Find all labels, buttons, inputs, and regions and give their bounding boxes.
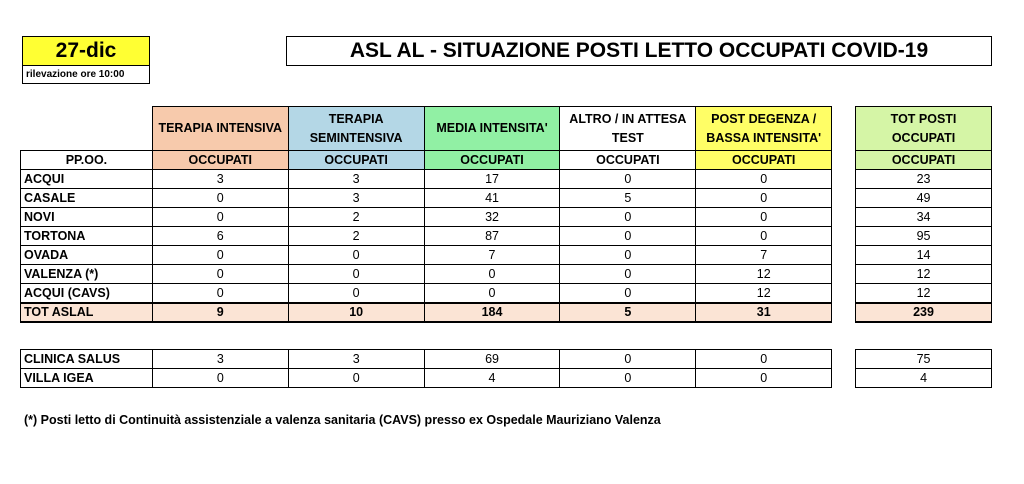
cell-tot: 75 (856, 350, 992, 369)
cell-al: 0 (560, 170, 696, 189)
hospital-name: VALENZA (*) (21, 265, 153, 284)
sub-occupati-ti: OCCUPATI (152, 151, 288, 170)
cell-ti: 3 (152, 350, 288, 369)
hospital-name: ACQUI (CAVS) (21, 284, 153, 303)
table-row (21, 170, 992, 189)
cell-ti: 0 (152, 369, 288, 388)
clinics-table (20, 349, 992, 388)
cell-mi: 87 (424, 227, 560, 246)
cell-ti: 0 (152, 284, 288, 303)
spacer (832, 227, 856, 246)
header-terapia-semintensiva: TERAPIA SEMINTENSIVA (288, 107, 424, 151)
cell-tot: 95 (856, 227, 992, 246)
footnote: (*) Posti letto di Continuità assistenziale a valenza sanitaria (CAVS) presso ex Ospedale Mauriziano Valenza (24, 413, 661, 427)
cell-mi: 7 (424, 246, 560, 265)
beds-table (20, 106, 992, 323)
cell-ti: 9 (152, 303, 288, 322)
cell-ti: 0 (152, 265, 288, 284)
spacer (832, 369, 856, 388)
header-ppoo: PP.OO. (21, 151, 153, 170)
cell-pd: 0 (696, 350, 832, 369)
spacer (832, 284, 856, 303)
hospital-name: NOVI (21, 208, 153, 227)
cell-mi: 69 (424, 350, 560, 369)
cell-mi: 41 (424, 189, 560, 208)
cell-tot: 12 (856, 265, 992, 284)
cell-ts: 2 (288, 208, 424, 227)
date-label: 27-dic (22, 36, 150, 66)
sub-occupati-ts: OCCUPATI (288, 151, 424, 170)
table-row (21, 227, 992, 246)
table-row (21, 369, 992, 388)
spacer (832, 265, 856, 284)
cell-al: 5 (560, 303, 696, 322)
cell-pd: 0 (696, 227, 832, 246)
spacer (832, 170, 856, 189)
cell-ts: 3 (288, 350, 424, 369)
header-terapia-intensiva: TERAPIA INTENSIVA (152, 107, 288, 151)
cell-pd: 12 (696, 265, 832, 284)
cell-tot: 12 (856, 284, 992, 303)
cell-pd: 7 (696, 246, 832, 265)
spacer (832, 208, 856, 227)
cell-pd: 0 (696, 170, 832, 189)
report-title: ASL AL - SITUAZIONE POSTI LETTO OCCUPATI COVID-19 (286, 36, 992, 66)
table-row (21, 208, 992, 227)
cell-tot: 4 (856, 369, 992, 388)
corner-cell (21, 107, 153, 151)
cell-ti: 3 (152, 170, 288, 189)
cell-ti: 0 (152, 189, 288, 208)
cell-mi: 32 (424, 208, 560, 227)
cell-pd: 31 (696, 303, 832, 322)
cell-tot: 23 (856, 170, 992, 189)
cell-al: 0 (560, 369, 696, 388)
cell-tot: 34 (856, 208, 992, 227)
sub-occupati-pd: OCCUPATI (696, 151, 832, 170)
sub-occupati-mi: OCCUPATI (424, 151, 560, 170)
table-row (21, 284, 992, 303)
cell-mi: 4 (424, 369, 560, 388)
cell-al: 0 (560, 208, 696, 227)
cell-ts: 0 (288, 246, 424, 265)
spacer (832, 246, 856, 265)
header-post-degenza: POST DEGENZA / BASSA INTENSITA' (696, 107, 832, 151)
hospital-name: CLINICA SALUS (21, 350, 153, 369)
spacer (832, 350, 856, 369)
cell-ts: 3 (288, 170, 424, 189)
cell-al: 0 (560, 350, 696, 369)
header-row (21, 107, 992, 151)
table-row (21, 350, 992, 369)
hospital-name: OVADA (21, 246, 153, 265)
table-row (21, 246, 992, 265)
cell-pd: 0 (696, 208, 832, 227)
header-media-intensita: MEDIA INTENSITA' (424, 107, 560, 151)
spacer (832, 189, 856, 208)
cell-al: 0 (560, 227, 696, 246)
cell-ts: 10 (288, 303, 424, 322)
hospital-name: CASALE (21, 189, 153, 208)
hospital-name: TORTONA (21, 227, 153, 246)
cell-mi: 0 (424, 265, 560, 284)
cell-pd: 0 (696, 189, 832, 208)
spacer (832, 303, 856, 322)
cell-al: 0 (560, 284, 696, 303)
spacer (832, 107, 856, 151)
survey-time-label: rilevazione ore 10:00 (22, 66, 150, 84)
total-row (21, 303, 992, 322)
cell-al: 0 (560, 265, 696, 284)
header-altro: ALTRO / IN ATTESA TEST (560, 107, 696, 151)
cell-mi: 184 (424, 303, 560, 322)
cell-tot: 239 (856, 303, 992, 322)
header-tot-posti: TOT POSTI OCCUPATI (856, 107, 992, 151)
cell-ts: 2 (288, 227, 424, 246)
cell-tot: 49 (856, 189, 992, 208)
cell-mi: 17 (424, 170, 560, 189)
sub-occupati-al: OCCUPATI (560, 151, 696, 170)
sub-occupati-tot: OCCUPATI (856, 151, 992, 170)
cell-ti: 6 (152, 227, 288, 246)
cell-ts: 0 (288, 369, 424, 388)
cell-pd: 12 (696, 284, 832, 303)
table-row (21, 265, 992, 284)
cell-mi: 0 (424, 284, 560, 303)
cell-tot: 14 (856, 246, 992, 265)
hospital-name: VILLA IGEA (21, 369, 153, 388)
cell-ti: 0 (152, 246, 288, 265)
cell-al: 5 (560, 189, 696, 208)
cell-ts: 0 (288, 284, 424, 303)
cell-ti: 0 (152, 208, 288, 227)
subheader-row (21, 151, 992, 170)
cell-ts: 3 (288, 189, 424, 208)
spacer (832, 151, 856, 170)
cell-al: 0 (560, 246, 696, 265)
table-row (21, 189, 992, 208)
hospital-name: TOT ASLAL (21, 303, 153, 322)
hospital-name: ACQUI (21, 170, 153, 189)
cell-ts: 0 (288, 265, 424, 284)
cell-pd: 0 (696, 369, 832, 388)
